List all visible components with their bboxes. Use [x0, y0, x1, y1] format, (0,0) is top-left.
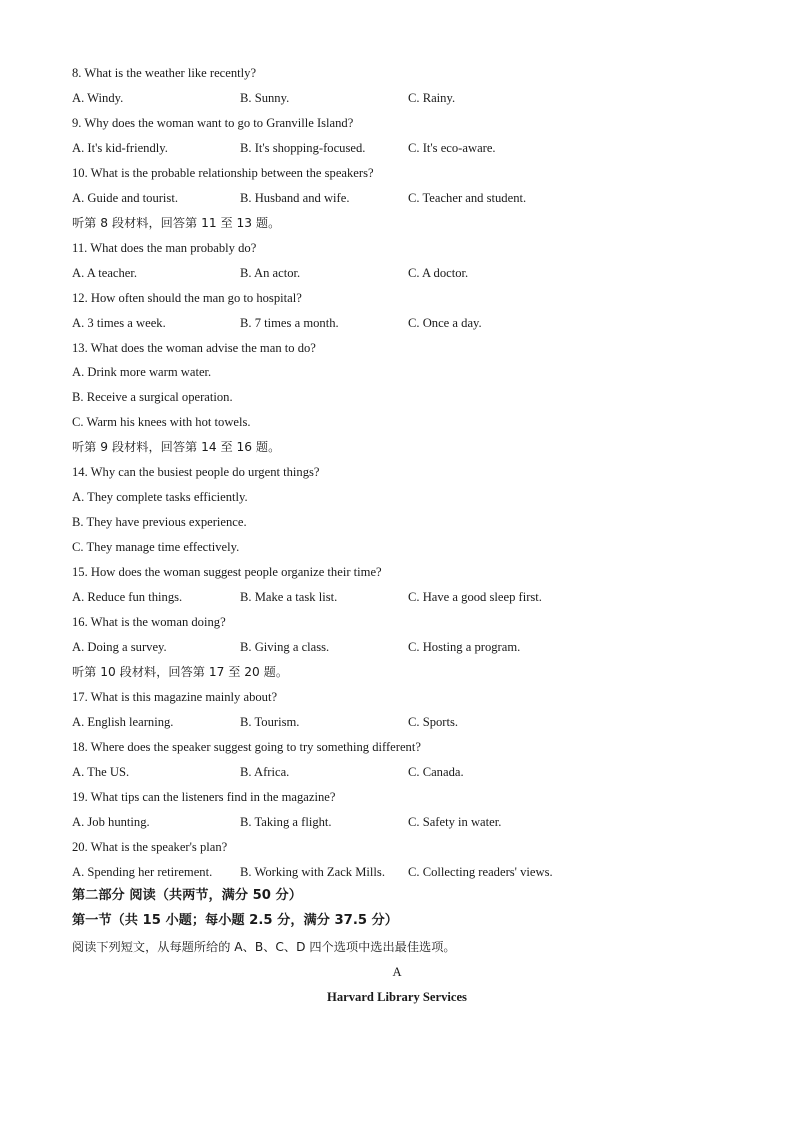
option-c: C. Hosting a program.	[408, 640, 521, 654]
question-9: 9. Why does the woman want to go to Granville Island?	[72, 116, 354, 130]
question-10: 10. What is the probable relationship between the speakers?	[72, 166, 374, 180]
option-b: B. Make a task list.	[240, 590, 338, 604]
option-b: B. Giving a class.	[240, 640, 330, 654]
option-c: C. Rainy.	[408, 91, 456, 105]
passage-letter: A	[392, 965, 402, 979]
option-a: A. Spending her retirement.	[72, 865, 213, 879]
section1-heading: 第一节（共 15 小题；每小题 2.5 分，满分 37.5 分）	[72, 913, 398, 928]
option-a: A. They complete tasks efficiently.	[72, 490, 248, 504]
question-12: 12. How often should the man go to hospital?	[72, 291, 302, 305]
option-c: C. Teacher and student.	[408, 191, 527, 205]
question-15: 15. How does the woman suggest people organize their time?	[72, 565, 382, 579]
option-a: A. English learning.	[72, 715, 174, 729]
option-c: C. Once a day.	[408, 316, 482, 330]
option-b: B. An actor.	[240, 266, 301, 280]
option-a: A. The US.	[72, 765, 130, 779]
option-c: C. They manage time effectively.	[72, 540, 240, 554]
option-b: B. It's shopping-focused.	[240, 141, 366, 155]
question-14: 14. Why can the busiest people do urgent things?	[72, 465, 320, 479]
question-19: 19. What tips can the listeners find in the magazine?	[72, 790, 336, 804]
section-note-8: 听第 8 段材料，回答第 11 至 13 题。	[72, 216, 281, 230]
option-c: C. Collecting readers' views.	[408, 865, 553, 879]
option-b: B. Working with Zack Mills.	[240, 865, 385, 879]
option-c: C. Sports.	[408, 715, 459, 729]
option-b: B. They have previous experience.	[72, 515, 247, 529]
section-note-10: 听第 10 段材料，回答第 17 至 20 题。	[72, 665, 289, 679]
question-16: 16. What is the woman doing?	[72, 615, 226, 629]
option-b: B. Tourism.	[240, 715, 300, 729]
option-b: B. 7 times a month.	[240, 316, 339, 330]
option-a: A. Job hunting.	[72, 815, 150, 829]
section-note-9: 听第 9 段材料，回答第 14 至 16 题。	[72, 440, 281, 454]
option-c: C. A doctor.	[408, 266, 469, 280]
option-c: C. Have a good sleep first.	[408, 590, 542, 604]
option-b: B. Receive a surgical operation.	[72, 390, 233, 404]
option-a: A. Drink more warm water.	[72, 365, 212, 379]
option-b: B. Husband and wife.	[240, 191, 350, 205]
question-18: 18. Where does the speaker suggest going to try something different?	[72, 740, 421, 754]
question-17: 17. What is this magazine mainly about?	[72, 690, 278, 704]
option-b: B. Sunny.	[240, 91, 290, 105]
option-c: C. Safety in water.	[408, 815, 502, 829]
option-a: A. A teacher.	[72, 266, 138, 280]
option-c: C. Warm his knees with hot towels.	[72, 415, 251, 429]
part2-heading: 第二部分 阅读（共两节，满分 50 分）	[72, 888, 302, 903]
passage-title: Harvard Library Services	[327, 990, 467, 1004]
question-11: 11. What does the man probably do?	[72, 241, 257, 255]
reading-instruction: 阅读下列短文，从每题所给的 A、B、C、D 四个选项中选出最佳选项。	[72, 940, 456, 954]
option-a: A. Guide and tourist.	[72, 191, 178, 205]
option-b: B. Africa.	[240, 765, 290, 779]
option-a: A. Doing a survey.	[72, 640, 167, 654]
option-a: A. 3 times a week.	[72, 316, 166, 330]
option-a: A. It's kid-friendly.	[72, 141, 168, 155]
option-b: B. Taking a flight.	[240, 815, 332, 829]
option-a: A. Reduce fun things.	[72, 590, 183, 604]
option-a: A. Windy.	[72, 91, 124, 105]
question-8: 8. What is the weather like recently?	[72, 66, 257, 80]
question-20: 20. What is the speaker's plan?	[72, 840, 228, 854]
option-c: C. Canada.	[408, 765, 464, 779]
question-13: 13. What does the woman advise the man to do?	[72, 341, 316, 355]
option-c: C. It's eco-aware.	[408, 141, 496, 155]
